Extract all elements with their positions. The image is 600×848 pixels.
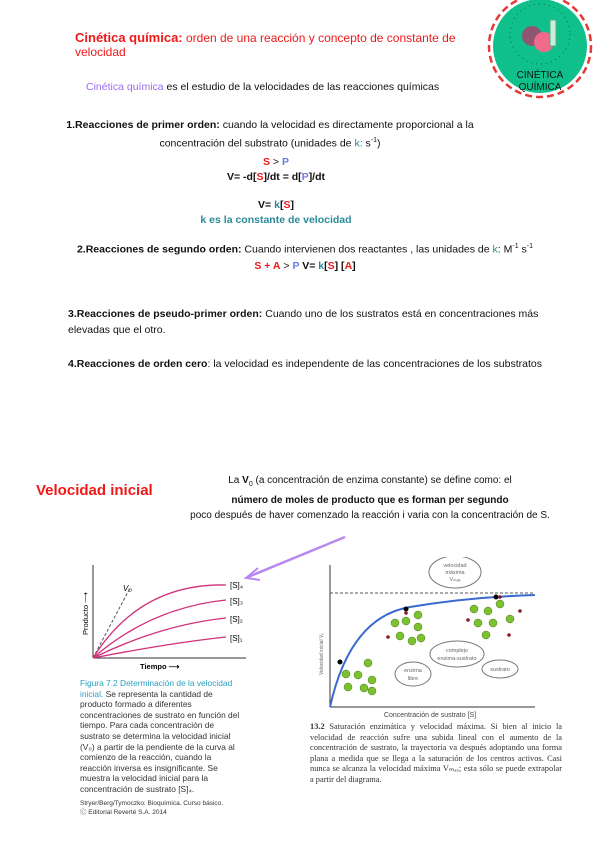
title-bold: Cinética química: (75, 30, 183, 45)
s4-text: : la velocidad es independente de las concentraciones de los substratos (207, 358, 542, 370)
eq2-a: V= -d[ (226, 171, 257, 183)
initial-velocity-heading: Velocidad inicial (36, 482, 153, 499)
s1-text1: cuando la velocidad es directamente proporcional a la (219, 119, 474, 131)
rate-constant-note: k es la constante de velocidad (200, 214, 352, 226)
figure-product-vs-time (80, 563, 255, 816)
eq3-c: ] (290, 199, 294, 211)
curve-s4 (93, 585, 226, 658)
s2-eq-b3: ] (352, 259, 356, 272)
curve-s2 (93, 618, 226, 658)
bubble-text: Vₘₐₓ (449, 577, 461, 583)
series-label: [S]₁ (230, 634, 243, 643)
s1-units: s (362, 137, 371, 150)
s4-heading: 4.Reacciones de orden cero (68, 358, 208, 370)
s2-s: s (518, 243, 527, 256)
s2-eq-p: P (292, 259, 300, 272)
copyright: Ⓒ Editorial Reverté S.A. 2014 (80, 808, 167, 816)
s1-paren: ) (377, 137, 381, 150)
vi-v: V (242, 475, 249, 486)
caption-head: 13.2 (310, 722, 325, 731)
s2-text: Cuando intervienen dos reactantes , las unidades de (241, 243, 493, 256)
s2-eq-v: V= (299, 259, 319, 272)
s2-eq-arrow: > (280, 259, 293, 272)
vi-l1b: (a concentración de enzima constante) se define como: el (252, 475, 512, 486)
s2-heading: 2.Reacciones de segundo orden: (76, 243, 242, 256)
title-rest: orden de una reacción y concepto de constante de velocidad (75, 31, 456, 59)
credit: Stryer/Berg/Tymoczko: Bioquímica. Curso básico. (80, 799, 224, 807)
y-axis-label: Producto ⟶ (81, 592, 90, 635)
svg-text:QUÍMICA: QUÍMICA (518, 82, 562, 93)
svg-text:CINÉTICA: CINÉTICA (516, 70, 564, 81)
s3-heading: 3.Reacciones de pseudo-primer orden: (68, 308, 263, 320)
caption-body: Se representa la cantidad de producto formado a diferentes concentraciones de sustrato en función del tiempo. Para cada concentración de sustrato se determina la velocidad inicial (V₀) a partir de la pendiente de la curva al comienzo de la reacción, cuando la reacción inversa es insignificante. Se muestra la velocidad inicial para la concentración de sustrato [S]₄. (80, 688, 240, 794)
v0-tangent (93, 588, 130, 658)
bubble-text: sustrato (490, 667, 510, 673)
x-axis-label: Tiempo ⟶ (140, 662, 180, 671)
bubble-text: velocidad (443, 563, 467, 569)
s1-sup: -1 (370, 137, 378, 144)
eq3-b: [ (279, 199, 284, 211)
s2-eq-b1: [ (324, 259, 328, 272)
x-axis-label: Concentración de sustrato [S] (383, 712, 477, 719)
eq2-c: ]/dt (308, 171, 326, 183)
curve-s1 (93, 637, 226, 658)
eq2-b: ]/dt = d[ (263, 171, 302, 183)
bubble-text: máxima (445, 570, 465, 576)
bubble-text: libre (407, 676, 419, 682)
eq2-s: S (256, 171, 264, 183)
series-label: [S]₂ (230, 615, 243, 624)
eq3-k: k (274, 199, 280, 211)
s1-text2: concentración del substrato (unidades de (159, 137, 355, 150)
caption-head: Figura 7.2 Determinación de la velocidad inicial. (80, 678, 233, 699)
eq-s: S (263, 156, 271, 168)
v0-label: V₀ (123, 584, 132, 593)
figure-enzyme-saturation (310, 557, 565, 802)
eq-p: P (281, 156, 289, 168)
s3-text2: elevadas que el otro. (68, 324, 166, 336)
s2-m: : M (497, 243, 513, 256)
bubble-text: complejo (445, 648, 469, 654)
vi-sub: 0 (248, 481, 253, 488)
series-label: [S]₄ (230, 581, 244, 590)
eq3-a: V= (258, 199, 275, 211)
s3-text1: Cuando uno de los sustratos está en concentraciones más (262, 308, 539, 320)
s2-eq-k: k (318, 259, 325, 272)
s2-k: k (492, 243, 498, 256)
caption-body: Saturación enzimática y velocidad máxima. Si bien al inicio la velocidad de reacción sufre una subida lineal con el aumento de la concentración de sustrato, la trayectoria va después adoptando una forma plana a medida que se llega a la saturación de los centros activos. Casi nunca se alcanza la velocidad máxima Vₘₐₓ; esta sólo se puede extrapolar a partir del diagrama. (310, 722, 562, 784)
s1-heading: 1.Reacciones de primer orden: (66, 119, 220, 131)
vi-line2: número de moles de producto que es forman per segundo (231, 494, 509, 506)
s2-eq-a: A (344, 259, 353, 272)
s1-k: k: (354, 137, 363, 150)
product-time-chart (80, 563, 255, 673)
s2-sup2: -1 (526, 243, 534, 250)
vi-l1a: La (228, 475, 243, 486)
y-axis-label: Velocidad inicial V₀ (319, 632, 325, 675)
saturation-chart (310, 557, 565, 719)
figure-caption (310, 722, 562, 786)
bubble-text: enzima-sustrato (437, 656, 477, 662)
intro-rest: es el estudio de la velocidades de las reacciones químicas (163, 81, 440, 93)
eq3-s: S (283, 199, 291, 211)
s2-eq-sa: S + A (254, 259, 281, 272)
intro-term: Cinética química (86, 81, 164, 93)
series-label: [S]₃ (230, 597, 244, 606)
eq-arrow: > (270, 156, 282, 168)
s2-sup1: -1 (512, 243, 519, 250)
figure-caption (80, 678, 245, 795)
eq2-p: P (301, 171, 309, 183)
s2-eq-b2: ] [ (334, 259, 345, 272)
bubble-text: enzima (404, 668, 422, 674)
s2-eq-s: S (327, 259, 335, 272)
vi-line3: poco después de haver comenzado la reacción i varia con la concentración de S. (190, 510, 550, 521)
